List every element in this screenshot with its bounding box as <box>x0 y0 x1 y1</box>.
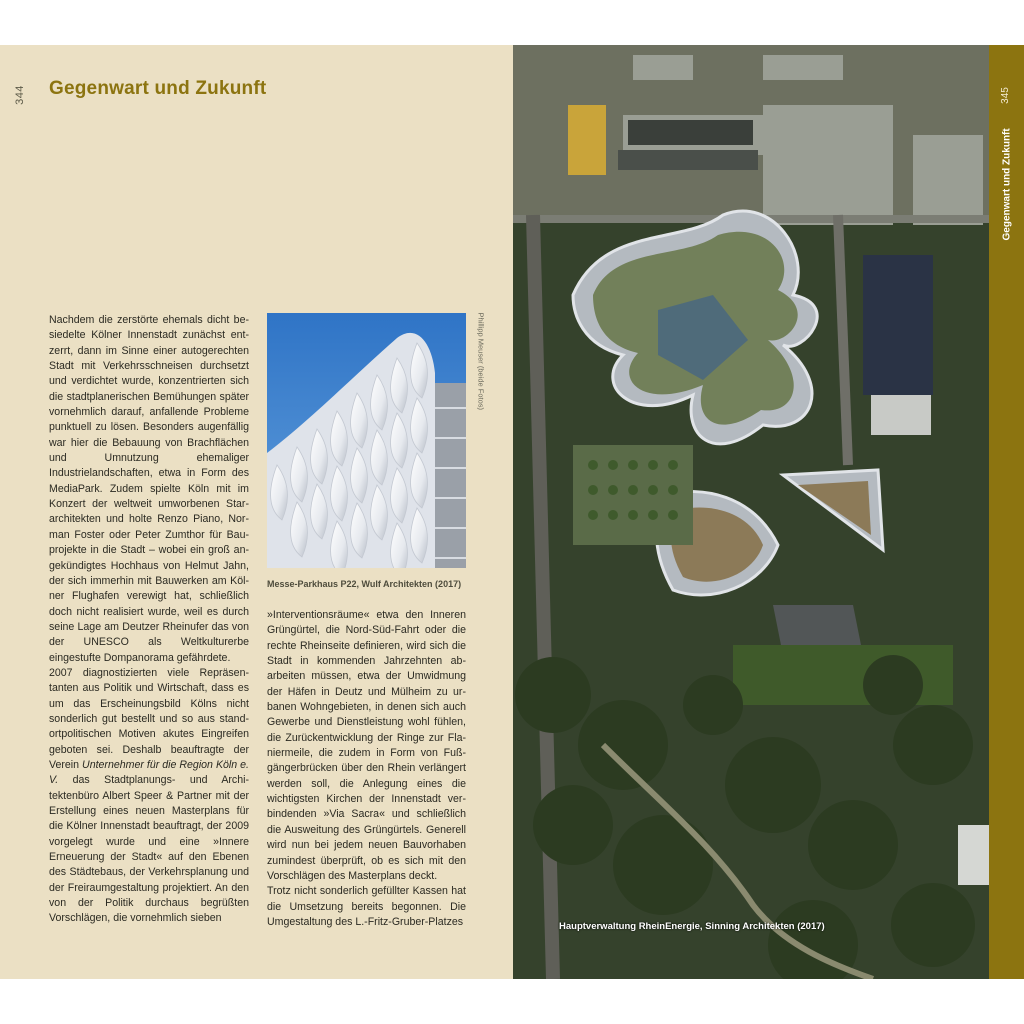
left-page <box>0 45 513 979</box>
paragraph: Trotz nicht sonderlich gefüllter Kassen hat die Umsetzung bereits begonnen. Die Umgestaltung des L.-Fritz-Gruber-Platzes <box>267 885 466 928</box>
book-spread <box>0 45 1024 979</box>
paragraph: »Interventionsräume« etwa den Inneren Grüngürtel, die Nord-Süd-Fahrt oder die rechte Rheinseite definieren, wird sich die Stadt in kommenden Jahrzehnten abarbeiten müssen, etwa der Umwidmung der Häfen in Deutz und Mülheim zu urbanen Wohngebieten, in denen sich auch Gewerbe und Dienstleistung wohl fühlen, die Zurückentwicklung der Ringe zur Flaniermeile, die zudem in Form von Fußgängerbrücken über den Rhein verlängert werden soll, die Anlegung eines die wichtigsten Kirchen der Innenstadt verbindenden »Via Sacra« und schließlich die Ausweitung des Grüngürtels. Generell wird nun bei jedem neuen Bauvorhaben zumindest überprüft, ob es sich mit den Vorschlägen des Masterplans deckt. <box>267 609 466 882</box>
facade-scales-image <box>267 313 466 568</box>
aerial-caption: Hauptverwaltung RheinEnergie, Sinning Architekten (2017) <box>559 921 825 932</box>
aerial-photo <box>513 45 989 979</box>
side-bar <box>989 45 1024 979</box>
running-title: Gegenwart und Zukunft <box>1001 128 1013 241</box>
page-number-right: 345 <box>999 87 1011 104</box>
page-number-left: 344 <box>13 85 26 105</box>
parking-garage-photo <box>267 313 466 568</box>
photo-caption: Messe-Parkhaus P22, Wulf Architekten (2017) <box>267 579 462 589</box>
paragraph-text: das Stadtplanungs- und Architektenbüro Albert Speer & Partner mit der Erstellung eines neuen Masterplans für die Kölner Innenstadt beauftragt, der 2009 vorgelegt wurde und eine »Innere Erneuerung der Stadt« auf den Ebenen des Städtebaus, der Verkehrsplanung und der Freiraumgestaltung projektiert. An den von der Politik durchaus begrüßten Vorschlägen, die vornehmlich sieben <box>49 774 249 925</box>
paragraph <box>49 666 249 927</box>
right-page <box>513 45 1024 979</box>
chapter-title: Gegenwart und Zukunft <box>49 78 267 99</box>
association-name: Unternehmer für die Region Köln e. V. <box>49 758 249 787</box>
text-column-2 <box>267 608 466 930</box>
photo-credit: Phillipp Meuser (beide Fotos) <box>476 312 486 411</box>
paragraph: Nachdem die zerstörte ehemals dicht besiedelte Kölner Innenstadt zunächst entzerrt, dann im Sinne einer autogerechten Stadt mit Verkehrsschneisen durchsetzt und verdichtet wurde, konzentrierten sich die stadtplanerischen Bemühungen später vornehmlich darauf, anfallende Probleme punktuell zu lösen. Besonders augenfällig war hier die Bebauung von Brachflächen und Umnutzung ehemaliger Industrielandschaften, etwa in Form des MediaPark. Zudem spielte Köln mit im Konzert der weltweit umworbenen Stararchitekten und holte Renzo Piano, Norman Foster oder Peter Zumthor für Bauprojekte in die Stadt – wobei ein groß angekündigtes Hochhaus von Helmut Jahn, der sich immerhin mit Bauwerken am Kölner Flughafen verewigt hat, schließlich doch nicht realisiert wurde, weil es durch seine Lage am Deutzer Rheinufer das von der UNESCO als Weltkulturerbe eingestufte Dompanorama gefährdete. <box>49 314 249 664</box>
text-column-1 <box>49 313 249 927</box>
paragraph-text: 2007 diagnostizierten viele Repräsentanten aus Politik und Wirtschaft, dass es um das Erscheinungsbild Kölns nicht sonderlich gut bestellt und so aus standortpolitischen Motiven akutes Eingreifen geboten sei. Deshalb beauftragte der Verein <box>49 666 249 771</box>
